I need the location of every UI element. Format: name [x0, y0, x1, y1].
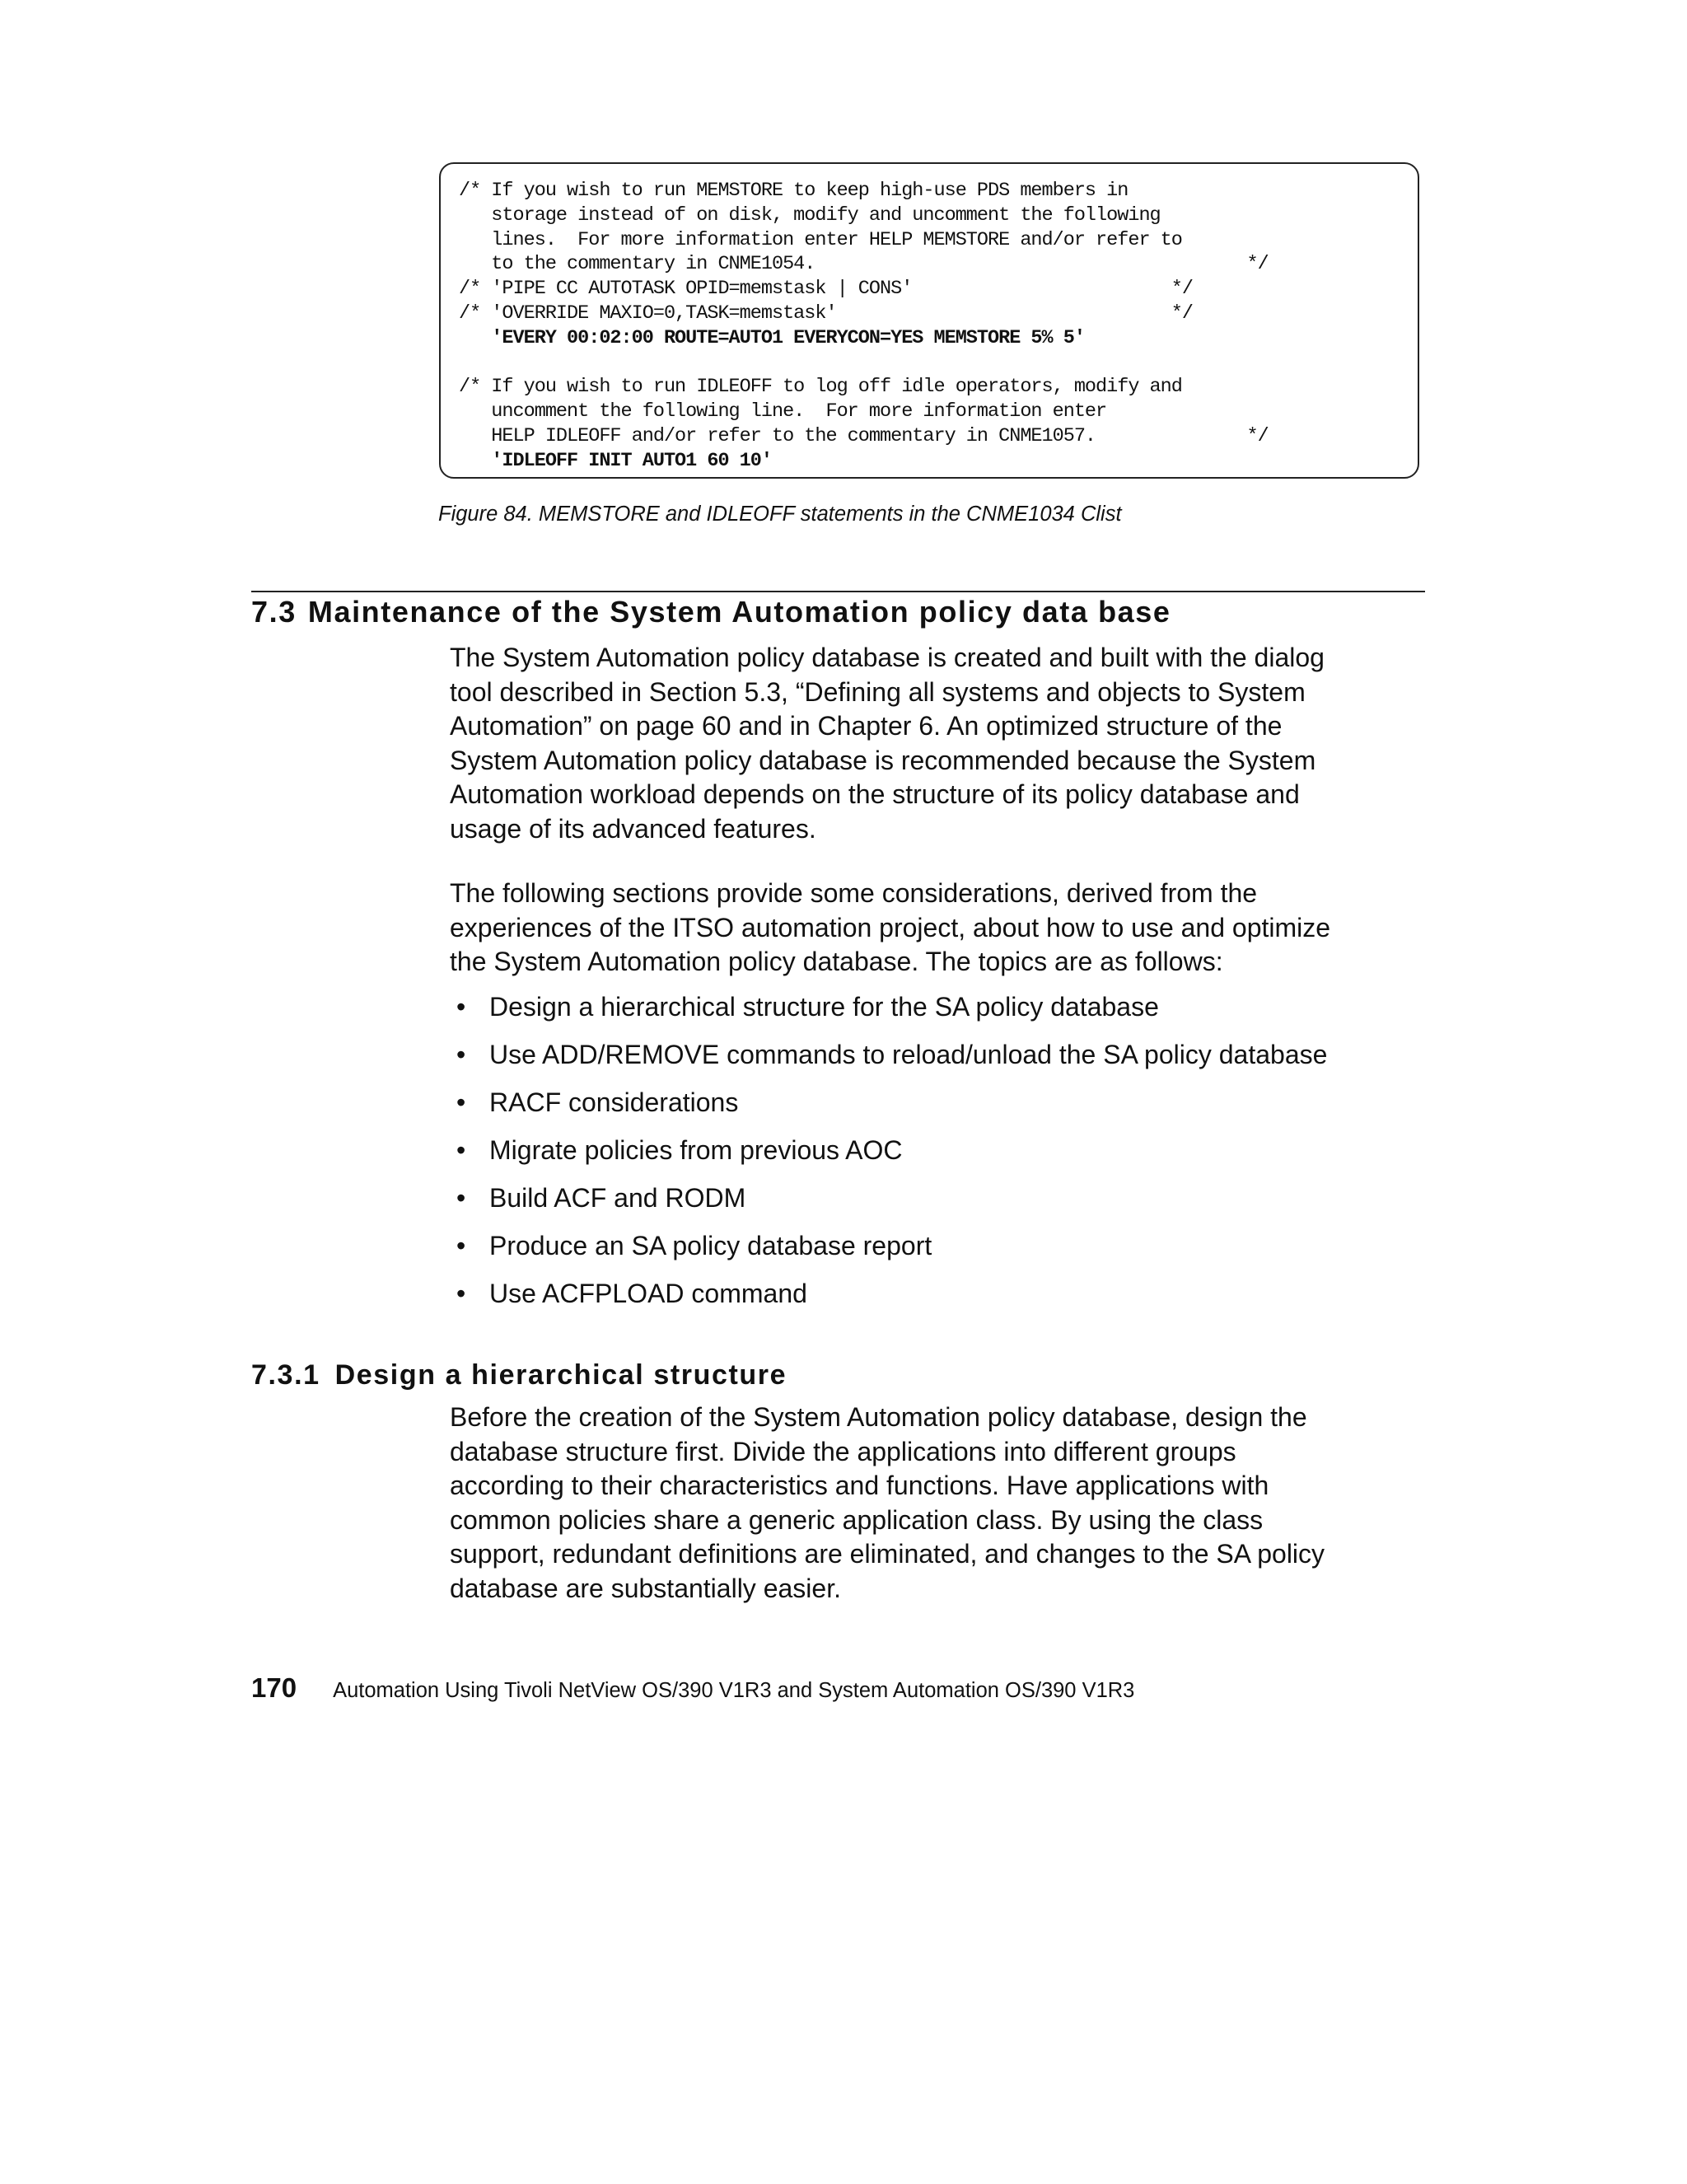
code-line: to the commentary in CNME1054. */ — [459, 253, 1269, 276]
paragraph-line: usage of its advanced features. — [450, 813, 816, 844]
section-intro-paragraph — [450, 641, 1422, 847]
list-item — [456, 1277, 1327, 1325]
subsection-number: 7.3.1 — [251, 1359, 320, 1391]
bullet-icon: • — [456, 992, 466, 1022]
list-item-text: Produce an SA policy database report — [489, 1231, 932, 1260]
paragraph-line: the System Automation policy database. The topics are as follows: — [450, 947, 1223, 977]
paragraph-line: tool described in Section 5.3, “Defining all systems and objects to System — [450, 676, 1306, 707]
list-item-text: Use ACFPLOAD command — [489, 1279, 807, 1308]
paragraph-line: System Automation policy database is recommended because the System — [450, 745, 1316, 775]
paragraph-line: The System Automation policy database is created and built with the dialog — [450, 643, 1325, 672]
list-item-text: Build ACF and RODM — [489, 1183, 746, 1213]
paragraph-line: Before the creation of the System Automation policy database, design the — [450, 1402, 1307, 1432]
paragraph-line: support, redundant definitions are eliminated, and changes to the SA policy — [450, 1539, 1325, 1569]
code-line: /* If you wish to run MEMSTORE to keep high-use PDS members in — [459, 180, 1129, 202]
paragraph-line: The following sections provide some considerations, derived from the — [450, 878, 1258, 908]
code-line: /* 'PIPE CC AUTOTASK OPID=memstask | CONS' */ — [459, 278, 1193, 301]
section-title: Maintenance of the System Automation policy data base — [307, 595, 1171, 629]
bullet-icon: • — [456, 1087, 466, 1117]
paragraph-line: common policies share a generic application class. By using the class — [450, 1504, 1264, 1535]
section-divider — [251, 591, 1425, 592]
code-line-bold: 'EVERY 00:02:00 ROUTE=AUTO1 EVERYCON=YES MEMSTORE 5% 5' — [459, 326, 1085, 349]
page-footer — [251, 1672, 1134, 1704]
bullet-icon: • — [456, 1231, 466, 1260]
paragraph-line: according to their characteristics and functions. Have applications with — [450, 1471, 1269, 1501]
bullet-icon: • — [456, 1040, 466, 1069]
list-item — [456, 1134, 1327, 1181]
subsection-paragraph — [450, 1401, 1422, 1606]
code-listing-figure — [439, 162, 1419, 479]
list-item-text: Design a hierarchical structure for the SA policy database — [489, 992, 1159, 1022]
subsection-title: Design a hierarchical structure — [334, 1359, 787, 1391]
list-item-text: Use ADD/REMOVE commands to reload/unload the SA policy database — [489, 1040, 1328, 1069]
bullet-icon: • — [456, 1135, 466, 1165]
book-title: Automation Using Tivoli NetView OS/390 V1R3 and System Automation OS/390 V1R3 — [333, 1679, 1135, 1702]
list-item — [456, 990, 1327, 1038]
bullet-icon: • — [456, 1279, 466, 1308]
code-line-blank — [459, 351, 1418, 376]
paragraph-line: experiences of the ITSO automation project, about how to use and optimize — [450, 912, 1331, 942]
list-item — [456, 1181, 1327, 1229]
paragraph-line: Automation” on page 60 and in Chapter 6. An optimized structure of the — [450, 711, 1283, 741]
paragraph-line: database are substantially easier. — [450, 1573, 841, 1603]
list-item-text: Migrate policies from previous AOC — [489, 1135, 903, 1165]
code-line: lines. For more information enter HELP MEMSTORE and/or refer to — [459, 228, 1182, 251]
section-topics-intro-paragraph — [450, 877, 1422, 980]
code-line: storage instead of on disk, modify and uncomment the following — [459, 203, 1161, 227]
code-line: /* If you wish to run IDLEOFF to log off idle operators, modify and — [459, 376, 1182, 399]
code-line: HELP IDLEOFF and/or refer to the commentary in CNME1057. */ — [459, 424, 1269, 447]
code-line-bold: 'IDLEOFF INIT AUTO1 60 10' — [459, 449, 772, 472]
paragraph-line: database structure first. Divide the applications into different groups — [450, 1436, 1236, 1466]
page-number: 170 — [251, 1672, 297, 1703]
bullet-icon: • — [456, 1183, 466, 1213]
list-item — [456, 1086, 1327, 1134]
figure-caption: Figure 84. MEMSTORE and IDLEOFF statements in the CNME1034 Clist — [438, 503, 1122, 526]
list-item — [456, 1038, 1327, 1086]
list-item-text: RACF considerations — [489, 1087, 739, 1117]
code-line: uncomment the following line. For more information enter — [459, 400, 1107, 423]
section-number: 7.3 — [251, 595, 297, 629]
paragraph-line: Automation workload depends on the structure of its policy database and — [450, 779, 1300, 810]
code-line: /* 'OVERRIDE MAXIO=0,TASK=memstask' */ — [459, 302, 1193, 325]
subsection-heading — [251, 1359, 787, 1391]
topics-list — [456, 990, 1327, 1325]
list-item — [456, 1229, 1327, 1277]
section-heading — [251, 595, 1171, 629]
